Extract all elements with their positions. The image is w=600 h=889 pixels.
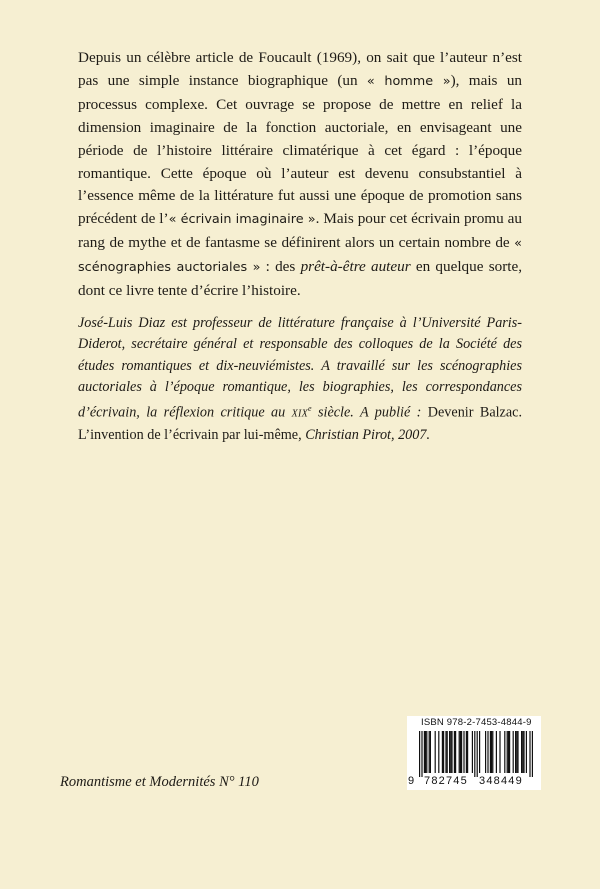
barcode-bars (411, 731, 537, 777)
barcode-bar (447, 731, 448, 773)
barcode-bar (435, 731, 436, 773)
blurb-quote-homme: « homme » (366, 73, 451, 89)
blurb-text: ), mais un processus complexe. Cet ouvrage se propose de mettre en relief la dimension imaginaire de la fonction auctoriale, en envisageant une période de l’histoire littéraire climatérique à cet égard : l’époque romantique. Cette époque où l’auteur est devenu consubstantiel à l’essence même de la littérature fut aussi une époque de promotion sans précédent de l’ (78, 71, 523, 228)
barcode-bar (461, 731, 462, 773)
barcode-bar (515, 731, 516, 773)
blurb-text: : des (260, 258, 301, 276)
barcode-bar (474, 731, 475, 777)
barcode-bar (485, 731, 486, 773)
barcode-bar (454, 731, 455, 773)
isbn-label: ISBN 978-2-7453-4844-9 (421, 717, 532, 728)
barcode-bar (499, 731, 500, 773)
barcode-bar (467, 731, 468, 773)
barcode-bar (424, 731, 425, 773)
barcode-bar (516, 731, 517, 773)
barcode-bar (521, 731, 522, 773)
barcode-bar (491, 731, 492, 773)
barcode-bar (442, 731, 443, 773)
bio-century-suffix: e (308, 404, 312, 414)
series-title: Romantisme et Modernités N° 110 (60, 774, 259, 790)
barcode-bar (479, 731, 480, 773)
barcode-bar (429, 731, 430, 773)
barcode-bar (430, 731, 431, 773)
barcode-bar (472, 731, 473, 773)
barcode-digit-first: 9 (408, 775, 415, 787)
barcode-bar (419, 731, 420, 777)
barcode-bar (449, 731, 450, 773)
blurb-paragraph (78, 47, 522, 303)
barcode-bar (487, 731, 488, 773)
bio-publisher: Christian Pirot, 2007. (301, 427, 430, 444)
barcode-bar (426, 731, 427, 773)
barcode-bar (526, 731, 527, 773)
barcode-bar (460, 731, 461, 773)
bio-book-title: Devenir Balzac. L’invention de l’écrivain par lui-même, (78, 404, 522, 444)
barcode-bar (438, 731, 439, 773)
blurb-text: Depuis un célèbre article de Foucault (1969), on sait que l’auteur n’est pas une simple instance biographique (un (78, 49, 522, 89)
barcode-bar (490, 731, 491, 773)
author-bio (78, 313, 522, 447)
blurb-emphasis: prêt-à-être auteur (300, 258, 411, 276)
blurb-text: . Mais pour cet écrivain promu au rang de mythe et de fantasme se définirent alors un certain nombre de (78, 210, 522, 252)
barcode-digits-left: 782745 (424, 775, 468, 787)
barcode-bar (513, 731, 514, 773)
barcode-bar (517, 731, 518, 773)
barcode-bar (450, 731, 451, 773)
barcode-bar (522, 731, 523, 773)
barcode-bar (523, 731, 524, 773)
isbn-barcode (407, 716, 541, 790)
barcode-bar (445, 731, 446, 773)
barcode-bar (508, 731, 509, 773)
barcode-bar (455, 731, 456, 773)
barcode-bar (463, 731, 464, 773)
bio-text: José-Luis Diaz est professeur de littérature française à l’Université Paris-Diderot, secrétaire général et responsable des colloques de la Société des études romantiques et dix-neuviémistes. A travaillé sur les scénographies auctoriales à l’époque romantique, les biographies, les correspondances d’écrivain, la réflexion critique au (78, 315, 522, 421)
bio-century: XIX (291, 408, 309, 420)
barcode-bar (451, 731, 452, 773)
barcode-bar (507, 731, 508, 773)
barcode-bar (421, 731, 422, 777)
barcode-bar (532, 731, 533, 777)
barcode-bar (496, 731, 497, 773)
barcode-digits-right: 348449 (479, 775, 523, 787)
blurb-text: en quelque sorte, dont ce livre tente d’écrire l’histoire. (78, 258, 523, 300)
barcode-bar (425, 731, 426, 773)
barcode-bar (504, 731, 505, 773)
blurb-quote-ecrivain: « écrivain imaginaire » (168, 212, 316, 228)
barcode-bar (466, 731, 467, 773)
barcode-bar (459, 731, 460, 773)
barcode-bar (509, 731, 510, 773)
barcode-bar (529, 731, 530, 777)
bio-text: siècle. A publié : (311, 404, 428, 421)
barcode-bar (477, 731, 478, 777)
barcode-bar (443, 731, 444, 773)
blurb-quote-scenographies: « scénographies auctoriales » (78, 236, 522, 276)
barcode-bar (492, 731, 493, 773)
